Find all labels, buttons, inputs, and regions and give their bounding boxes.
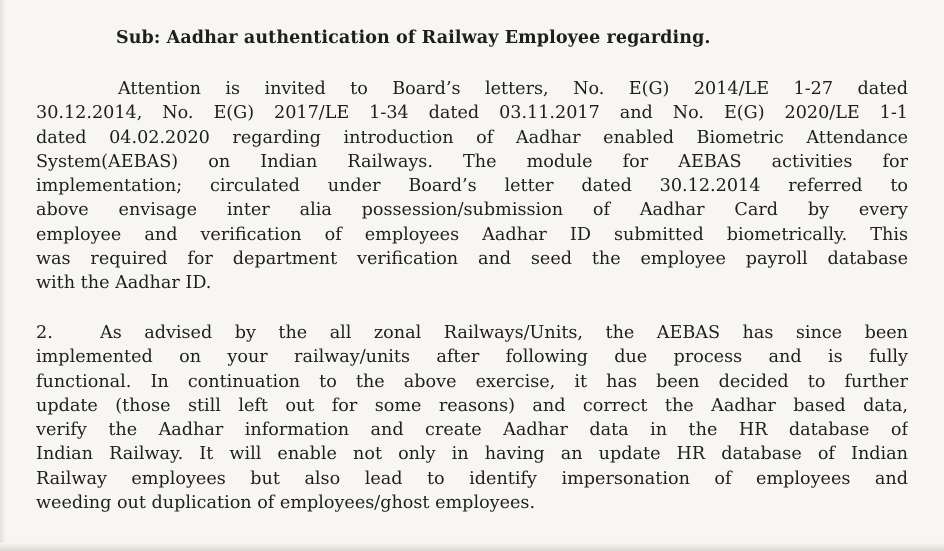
page-edge-shadow [0, 0, 6, 551]
paragraph-1-line: above envisage inter alia possession/submission of Aadhar Card by every [36, 200, 908, 221]
paragraph-1-line: was required for department verification and seed the employee payroll database [36, 249, 908, 270]
paragraph-1-line: System(AEBAS) on Indian Railways. The module for AEBAS activities for [36, 151, 908, 172]
paragraph-2-line: verify the Aadhar information and create Aadhar data in the HR database of [36, 420, 908, 441]
paragraph-2-line: update (those still left out for some reasons) and correct the Aadhar based data, [36, 395, 908, 416]
paragraph-2 [36, 321, 908, 515]
paragraph-1-line: 30.12.2014, No. E(G) 2017/LE 1-34 dated 03.11.2017 and No. E(G) 2020/LE 1-1 [36, 103, 908, 124]
paragraph-2-line: As advised by the all zonal Railways/Units, the AEBAS has since been [100, 323, 908, 343]
paragraph-1 [36, 77, 908, 296]
paragraph-2-line: implemented on your railway/units after following due process and is fully [36, 347, 908, 368]
paragraph-1-line: Attention is invited to Board’s letters, No. E(G) 2014/LE 1-27 dated [118, 79, 908, 99]
paragraph-2-first-line [36, 321, 908, 345]
paragraph-2-line: weeding out duplication of employees/ghost employees. [36, 493, 536, 514]
page-bottom-edge [0, 543, 944, 551]
subject-line: Sub: Aadhar authentication of Railway Employee regarding. [116, 28, 711, 48]
paragraph-2-line: functional. In continuation to the above exercise, it has been decided to further [36, 371, 908, 392]
paragraph-1-line: dated 04.02.2020 regarding introduction of Aadhar enabled Biometric Attendance [36, 127, 908, 148]
paragraph-1-line: with the Aadhar ID. [36, 273, 212, 294]
paragraph-1-line: employee and verification of employees Aadhar ID submitted biometrically. This [36, 224, 908, 245]
paragraph-2-line: Indian Railway. It will enable not only in having an update HR database of Indian [36, 444, 908, 465]
paragraph-number: 2. [36, 323, 53, 343]
paragraph-2-line: Railway employees but also lead to identify impersonation of employees and [36, 468, 908, 489]
paragraph-1-line: implementation; circulated under Board’s letter dated 30.12.2014 referred to [36, 176, 908, 197]
